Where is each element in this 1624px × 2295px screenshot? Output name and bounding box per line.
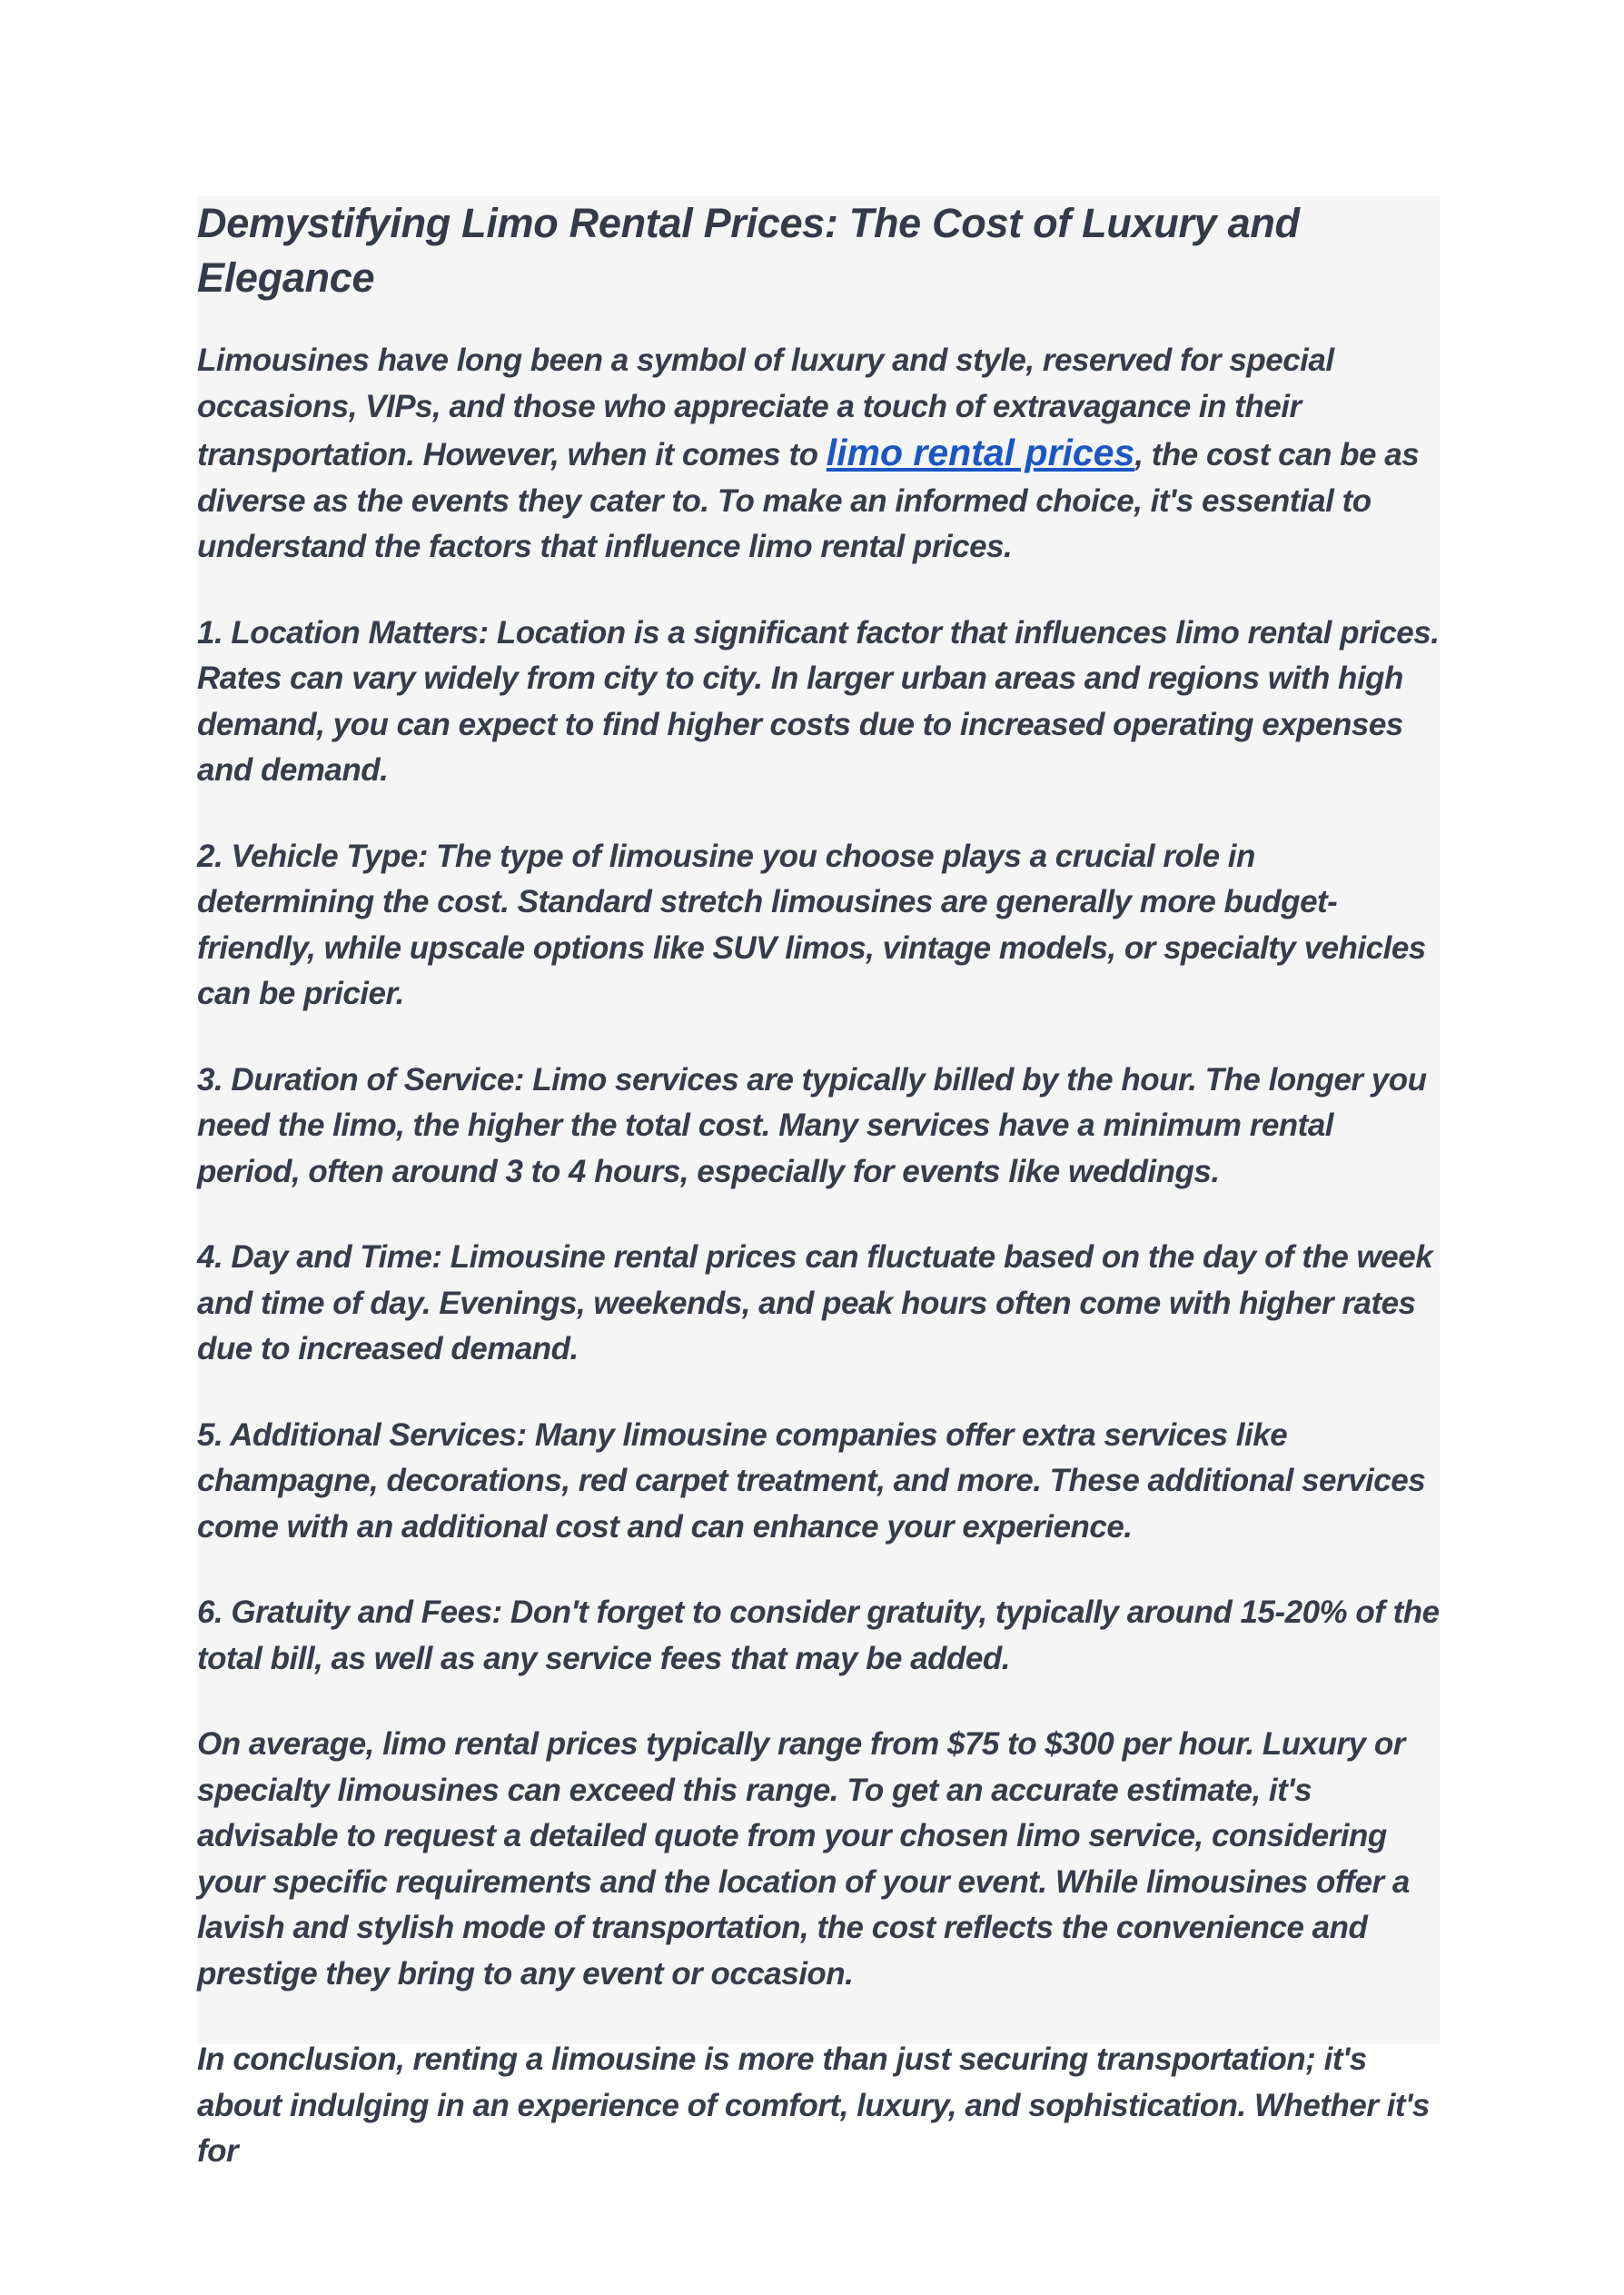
factor-duration-paragraph: 3. Duration of Service: Limo services are typically billed by the hour. The longer you need the limo, the higher the total cost. Many services have a minimum rental period, often around 3 to 4 hours, especially for events like weddings. bbox=[197, 1061, 1427, 1189]
factor-location-paragraph: 1. Location Matters: Location is a significant factor that influences limo rental prices. Rates can vary widely from city to city. In larger urban areas and regions with high demand, you can expect to find higher costs due to increased operating expenses and demand. bbox=[197, 614, 1440, 788]
article-title: Demystifying Limo Rental Prices: The Cost of Luxury and Elegance bbox=[197, 200, 1300, 301]
article-body bbox=[197, 196, 1440, 2169]
factor-additional-services-paragraph: 5. Additional Services: Many limousine companies offer extra services like champagne, decorations, red carpet treatment, and more. These additional services come with an additional cost and can enhance your experience. bbox=[197, 1416, 1426, 1545]
intro-paragraph bbox=[197, 338, 1440, 571]
intro-text-before-link: Limousines have long been a symbol of luxury and style, reserved for special occasions, VIPs, and those who appreciate a touch of extravagance in their transportation. However, when it comes to bbox=[197, 343, 1334, 472]
factor-gratuity-paragraph: 6. Gratuity and Fees: Don't forget to consider gratuity, typically around 15-20% of the total bill, as well as any service fees that may be added. bbox=[197, 1595, 1440, 1676]
conclusion-paragraph: In conclusion, renting a limousine is more than just securing transportation; it's about indulging in an experience of comfort, luxury, and sophistication. Whether it's for bbox=[197, 2042, 1430, 2169]
limo-rental-prices-link[interactable]: limo rental prices bbox=[826, 432, 1135, 473]
factor-vehicle-type-paragraph: 2. Vehicle Type: The type of limousine you choose plays a crucial role in determining the cost. Standard stretch limousines are generally more budget-friendly, while upscale options like SUV limos, vintage models, or specialty vehicles can be pricier. bbox=[197, 838, 1426, 1011]
factor-day-time-paragraph: 4. Day and Time: Limousine rental prices can fluctuate based on the day of the week and time of day. Evenings, weekends, and peak hours often come with higher rates due to increased demand. bbox=[197, 1239, 1433, 1366]
intro-text-after-link: , the cost can be as diverse as the events they cater to. To make an informed choice, it's essential to understand the factors that influence limo rental prices. bbox=[197, 437, 1420, 564]
average-prices-paragraph: On average, limo rental prices typically range from $75 to $300 per hour. Luxury or specialty limousines can exceed this range. To get an accurate estimate, it's advisable to request a detailed quote from your chosen limo service, considering your specific requirements and the location of your event. While limousines offer a lavish and stylish mode of transportation, the cost reflects the convenience and prestige they bring to any event or occasion. bbox=[197, 1726, 1410, 1992]
